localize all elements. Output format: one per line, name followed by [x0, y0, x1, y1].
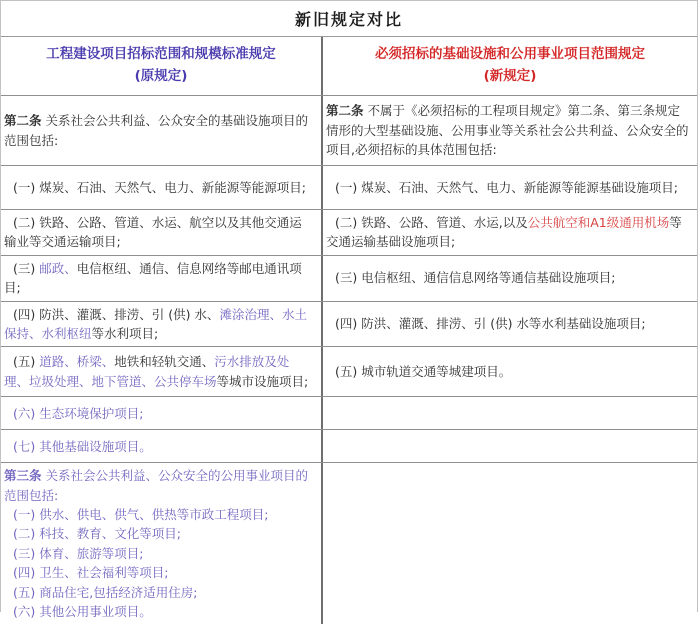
body-text: 等水利项目; — [91, 325, 159, 341]
cell-old-regulation — [1, 96, 323, 165]
body-text: (一) 煤炭、石油、天然气、电力、新能源等能源项目; — [13, 179, 306, 195]
highlight-purple-text: 关系社会公共利益、公众安全的公用事业项目的范围包括: — [4, 468, 308, 503]
cell-new-regulation — [323, 463, 697, 624]
cell-paragraph — [4, 259, 313, 298]
cell-paragraph — [4, 213, 313, 252]
cell-paragraph — [326, 178, 689, 197]
cell-old-regulation — [1, 302, 323, 347]
table-row — [1, 256, 697, 302]
table-row — [1, 96, 697, 166]
cell-new-regulation — [323, 256, 697, 301]
body-text: (四) 防洪、灌溉、排涝、引 (供) 水、 — [13, 306, 220, 322]
cell-old-regulation — [1, 347, 323, 396]
cell-old-regulation — [1, 210, 323, 255]
body-text: (三) 电信枢纽、通信信息网络等通信基础设施项目; — [335, 270, 616, 286]
cell-old-regulation — [1, 256, 323, 301]
body-text: 地铁和轻轨交通、 — [114, 354, 215, 370]
cell-old-regulation — [1, 397, 323, 429]
cell-paragraph — [326, 362, 689, 381]
highlight-purple-text: 邮政、 — [39, 260, 77, 276]
highlight-purple-text: 道路、桥梁、 — [39, 354, 115, 370]
highlight-purple-text: (二) 科技、教育、文化等项目; — [13, 526, 181, 542]
table-row — [1, 302, 697, 348]
cell-old-regulation — [1, 166, 323, 209]
cell-new-regulation — [323, 430, 697, 462]
body-text: 第二条 — [4, 113, 42, 129]
page-title: 新旧规定对比 — [1, 1, 697, 37]
cell-paragraph — [4, 524, 313, 543]
cell-old-regulation — [1, 430, 323, 462]
body-text: (二) 铁路、公路、管道、水运、航空以及其他交通运输业等交通运输项目; — [4, 215, 302, 250]
highlight-purple-text: (四) 卫生、社会福利等项目; — [13, 565, 169, 581]
cell-paragraph — [4, 583, 313, 602]
table-row — [1, 397, 697, 430]
body-text: (三) — [13, 260, 40, 276]
table-row — [1, 430, 697, 463]
highlight-purple-text: (一) 供水、供电、供气、供热等市政工程项目; — [13, 507, 269, 522]
highlight-purple-text: (六) 其他公用事业项目。 — [13, 603, 152, 619]
column-header-old-regulation — [1, 37, 323, 95]
cell-paragraph — [4, 563, 313, 582]
new-regulation-subtitle: (新规定) — [483, 68, 537, 84]
cell-new-regulation — [323, 397, 697, 429]
highlight-purple-text: (五) 商品住宅,包括经济适用住房; — [13, 584, 198, 600]
highlight-purple-text: 污水排放及处理、垃圾处理、地下管道、公共停车场 — [4, 354, 290, 389]
body-text: 等城市设施项目; — [216, 373, 309, 389]
new-regulation-title: 必须招标的基础设施和公用事业项目范围规定 — [375, 46, 645, 63]
body-text: (二) 铁路、公路、管道、水运,以及 — [335, 215, 528, 230]
highlight-purple-text: (七) 其他基础设施项目。 — [13, 438, 152, 454]
body-text: (四) 防洪、灌溉、排涝、引 (供) 水等水利基础设施项目; — [335, 316, 646, 332]
table-row — [1, 347, 697, 397]
body-text: (五) 城市轨道交通等城建项目。 — [335, 364, 512, 380]
highlight-purple-text: (三) 体育、旅游等项目; — [13, 545, 144, 561]
body-text: (五) — [13, 354, 40, 370]
cell-old-regulation — [1, 463, 323, 624]
table-row — [1, 210, 697, 256]
cell-paragraph — [4, 404, 313, 423]
cell-paragraph — [4, 466, 313, 505]
table-row — [1, 166, 697, 210]
cell-paragraph — [4, 352, 313, 391]
cell-new-regulation — [323, 302, 697, 347]
cell-paragraph — [326, 101, 689, 159]
cell-paragraph — [4, 111, 313, 150]
cell-paragraph — [4, 602, 313, 621]
table-header-row — [1, 37, 697, 96]
cell-paragraph — [4, 178, 313, 197]
highlight-purple-text: (六) 生态环境保护项目; — [13, 405, 144, 421]
old-regulation-subtitle: (原规定) — [134, 68, 188, 84]
highlight-purple-text: 第三条 — [4, 468, 42, 484]
column-header-new-regulation — [323, 37, 697, 95]
body-text: 不属于《必须招标的工程项目规定》第二条、第三条规定情形的大型基础设施、公用事业等关系社会公共利益、公众安全的项目,必须招标的具体范围包括: — [326, 103, 689, 158]
body-text: 第二条 — [326, 103, 364, 119]
old-regulation-title: 工程建设项目招标范围和规模标准规定 — [46, 46, 276, 63]
cell-paragraph — [326, 314, 689, 333]
cell-new-regulation — [323, 166, 697, 209]
table-row — [1, 463, 697, 624]
body-text: (一) 煤炭、石油、天然气、电力、新能源等能源基础设施项目; — [335, 179, 678, 195]
cell-new-regulation — [323, 210, 697, 255]
cell-paragraph — [4, 437, 313, 456]
highlight-red-text: 公共航空和A1级通用机场 — [527, 215, 670, 230]
body-text: 电信枢纽、通信、信息网络等邮电通讯项目; — [4, 260, 302, 296]
body-text: 关系社会公共利益、公众安全的基础设施项目的范围包括: — [4, 113, 308, 148]
body-text: 等交通运输基础设施项目; — [326, 215, 682, 250]
cell-paragraph — [326, 213, 689, 252]
cell-new-regulation — [323, 347, 697, 396]
cell-paragraph — [326, 268, 689, 287]
cell-new-regulation — [323, 96, 697, 165]
highlight-purple-text: 滩涂治理、水土保持、水利枢纽 — [4, 306, 307, 341]
cell-paragraph — [4, 305, 313, 344]
cell-paragraph — [4, 505, 313, 524]
cell-paragraph — [4, 544, 313, 563]
table-body — [1, 96, 697, 624]
